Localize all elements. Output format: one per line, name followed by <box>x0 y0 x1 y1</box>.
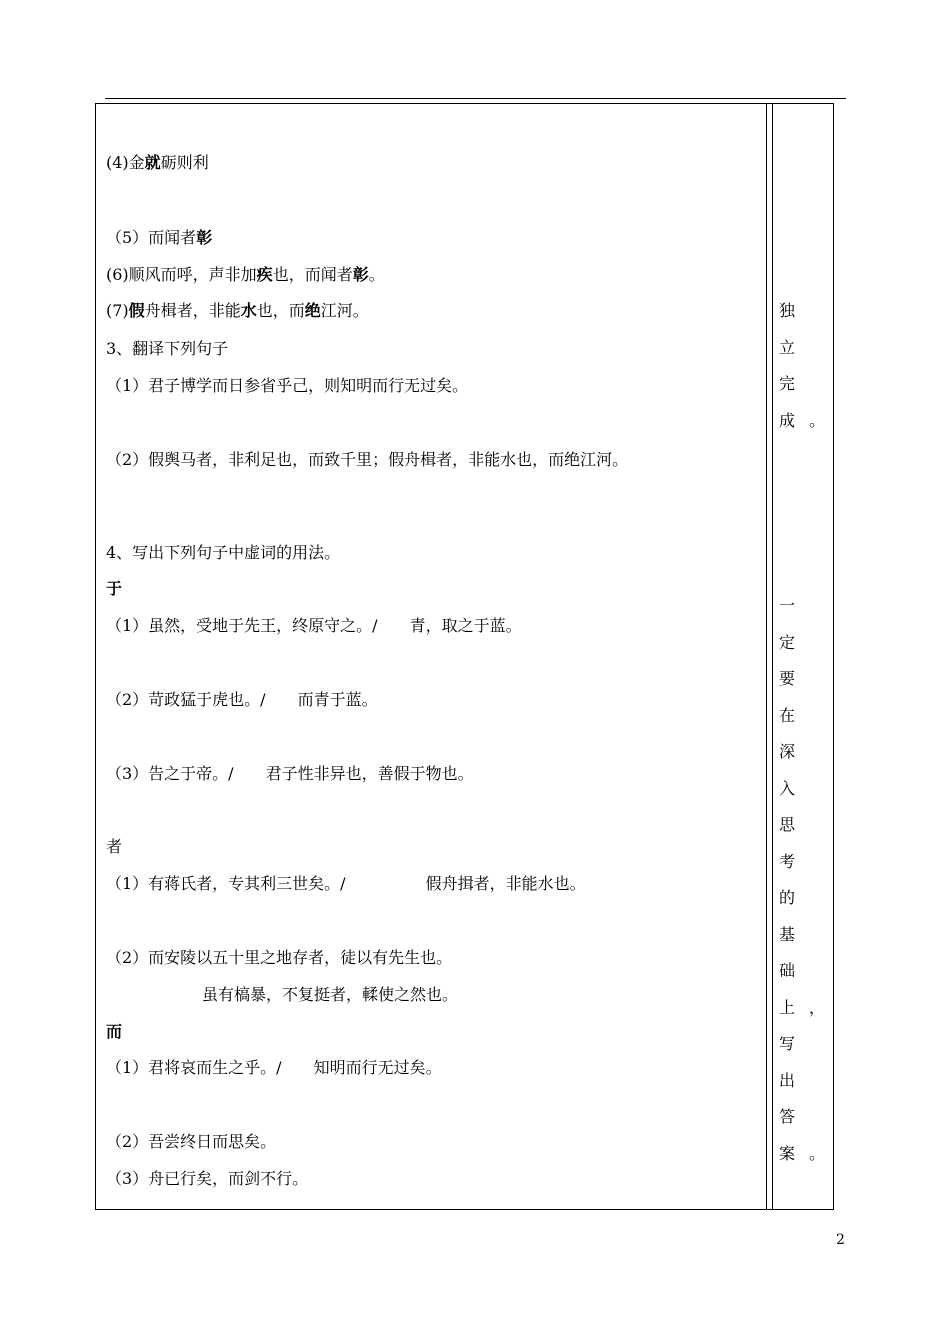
text-segment: （5）而闻者 <box>106 228 197 247</box>
text-segment: （2）而安陵以五十里之地存者，徒以有先生也。 <box>106 948 453 967</box>
text-segment: （1）君子博学而日参省乎己，则知明而行无过矣。 <box>106 376 469 395</box>
subheading-yu <box>106 578 122 600</box>
bold-keyword: 彰 <box>196 228 213 247</box>
text-segment: 3、翻译下列句子 <box>106 339 229 358</box>
bold-keyword: 疾 <box>256 265 273 284</box>
bold-keyword: 彰 <box>352 265 369 284</box>
line-2 <box>106 227 212 249</box>
text-segment: （2）吾尝终日而思矣。 <box>106 1132 277 1151</box>
heading-function-words <box>106 542 340 564</box>
text-segment: （1）虽然，受地于先王，终原守之。/ 青，取之于蓝。 <box>106 616 522 635</box>
text-segment: 也，而闻者 <box>272 265 353 284</box>
line-10 <box>106 615 522 637</box>
line-18 <box>106 1057 442 1079</box>
line-15 <box>106 947 452 969</box>
text-segment: （1）君将哀而生之乎。/ 知明而行无过矣。 <box>106 1058 442 1077</box>
line-20 <box>106 1168 308 1190</box>
text-segment: （2）苛政猛于虎也。/ 而青于蓝。 <box>106 690 378 709</box>
bold-keyword: 而 <box>106 1022 123 1041</box>
text-segment: （1）有蒋氏者，专其利三世矣。/ 假舟揖者，非能水也。 <box>106 874 586 893</box>
text-segment: (7) <box>106 301 129 320</box>
subheading-er <box>106 1021 122 1043</box>
bold-keyword: 绝 <box>304 301 321 320</box>
text-segment: 4、写出下列句子中虚词的用法。 <box>106 543 341 562</box>
line-12 <box>106 763 474 785</box>
text-segment: 也，而 <box>256 301 305 320</box>
line-4 <box>106 300 369 322</box>
column-divider <box>766 103 767 1210</box>
text-segment: (6)顺风而呼，声非加 <box>106 265 257 284</box>
text-segment: 虽有槁暴，不复挺者，輮使之然也。 <box>106 985 459 1004</box>
text-segment: 舟楫者，非能 <box>144 301 241 320</box>
line-16 <box>106 984 458 1006</box>
column-divider-inner <box>772 103 773 1210</box>
page-number: 2 <box>836 1232 845 1248</box>
line-7 <box>106 449 628 471</box>
text-segment: 。 <box>368 265 385 284</box>
subheading-zhe <box>106 836 122 858</box>
text-segment: (4)金 <box>106 153 145 172</box>
text-segment: （3）告之于帝。/ 君子性非异也，善假于物也。 <box>106 764 474 783</box>
line-6 <box>106 375 468 397</box>
side-note-2: 一定要在深入思考的基础上，写出答案。 <box>779 596 840 1163</box>
text-segment: 者 <box>106 837 123 856</box>
heading-translate <box>106 338 228 360</box>
bold-keyword: 就 <box>144 153 161 172</box>
text-segment: 砺则利 <box>160 153 209 172</box>
header-rule <box>105 98 846 99</box>
line-3 <box>106 264 385 286</box>
bold-keyword: 水 <box>240 301 257 320</box>
line-19 <box>106 1131 276 1153</box>
side-note-1: 独立完成。 <box>779 301 840 430</box>
text-segment: （2）假舆马者，非利足也，而致千里；假舟楫者，非能水也，而绝江河。 <box>106 450 629 469</box>
bold-keyword: 于 <box>106 579 123 598</box>
line-1 <box>106 152 209 174</box>
text-segment: 江河。 <box>320 301 369 320</box>
line-11 <box>106 689 378 711</box>
line-14 <box>106 873 586 895</box>
text-segment: （3）舟已行矣，而剑不行。 <box>106 1169 309 1188</box>
bold-keyword: 假 <box>128 301 145 320</box>
